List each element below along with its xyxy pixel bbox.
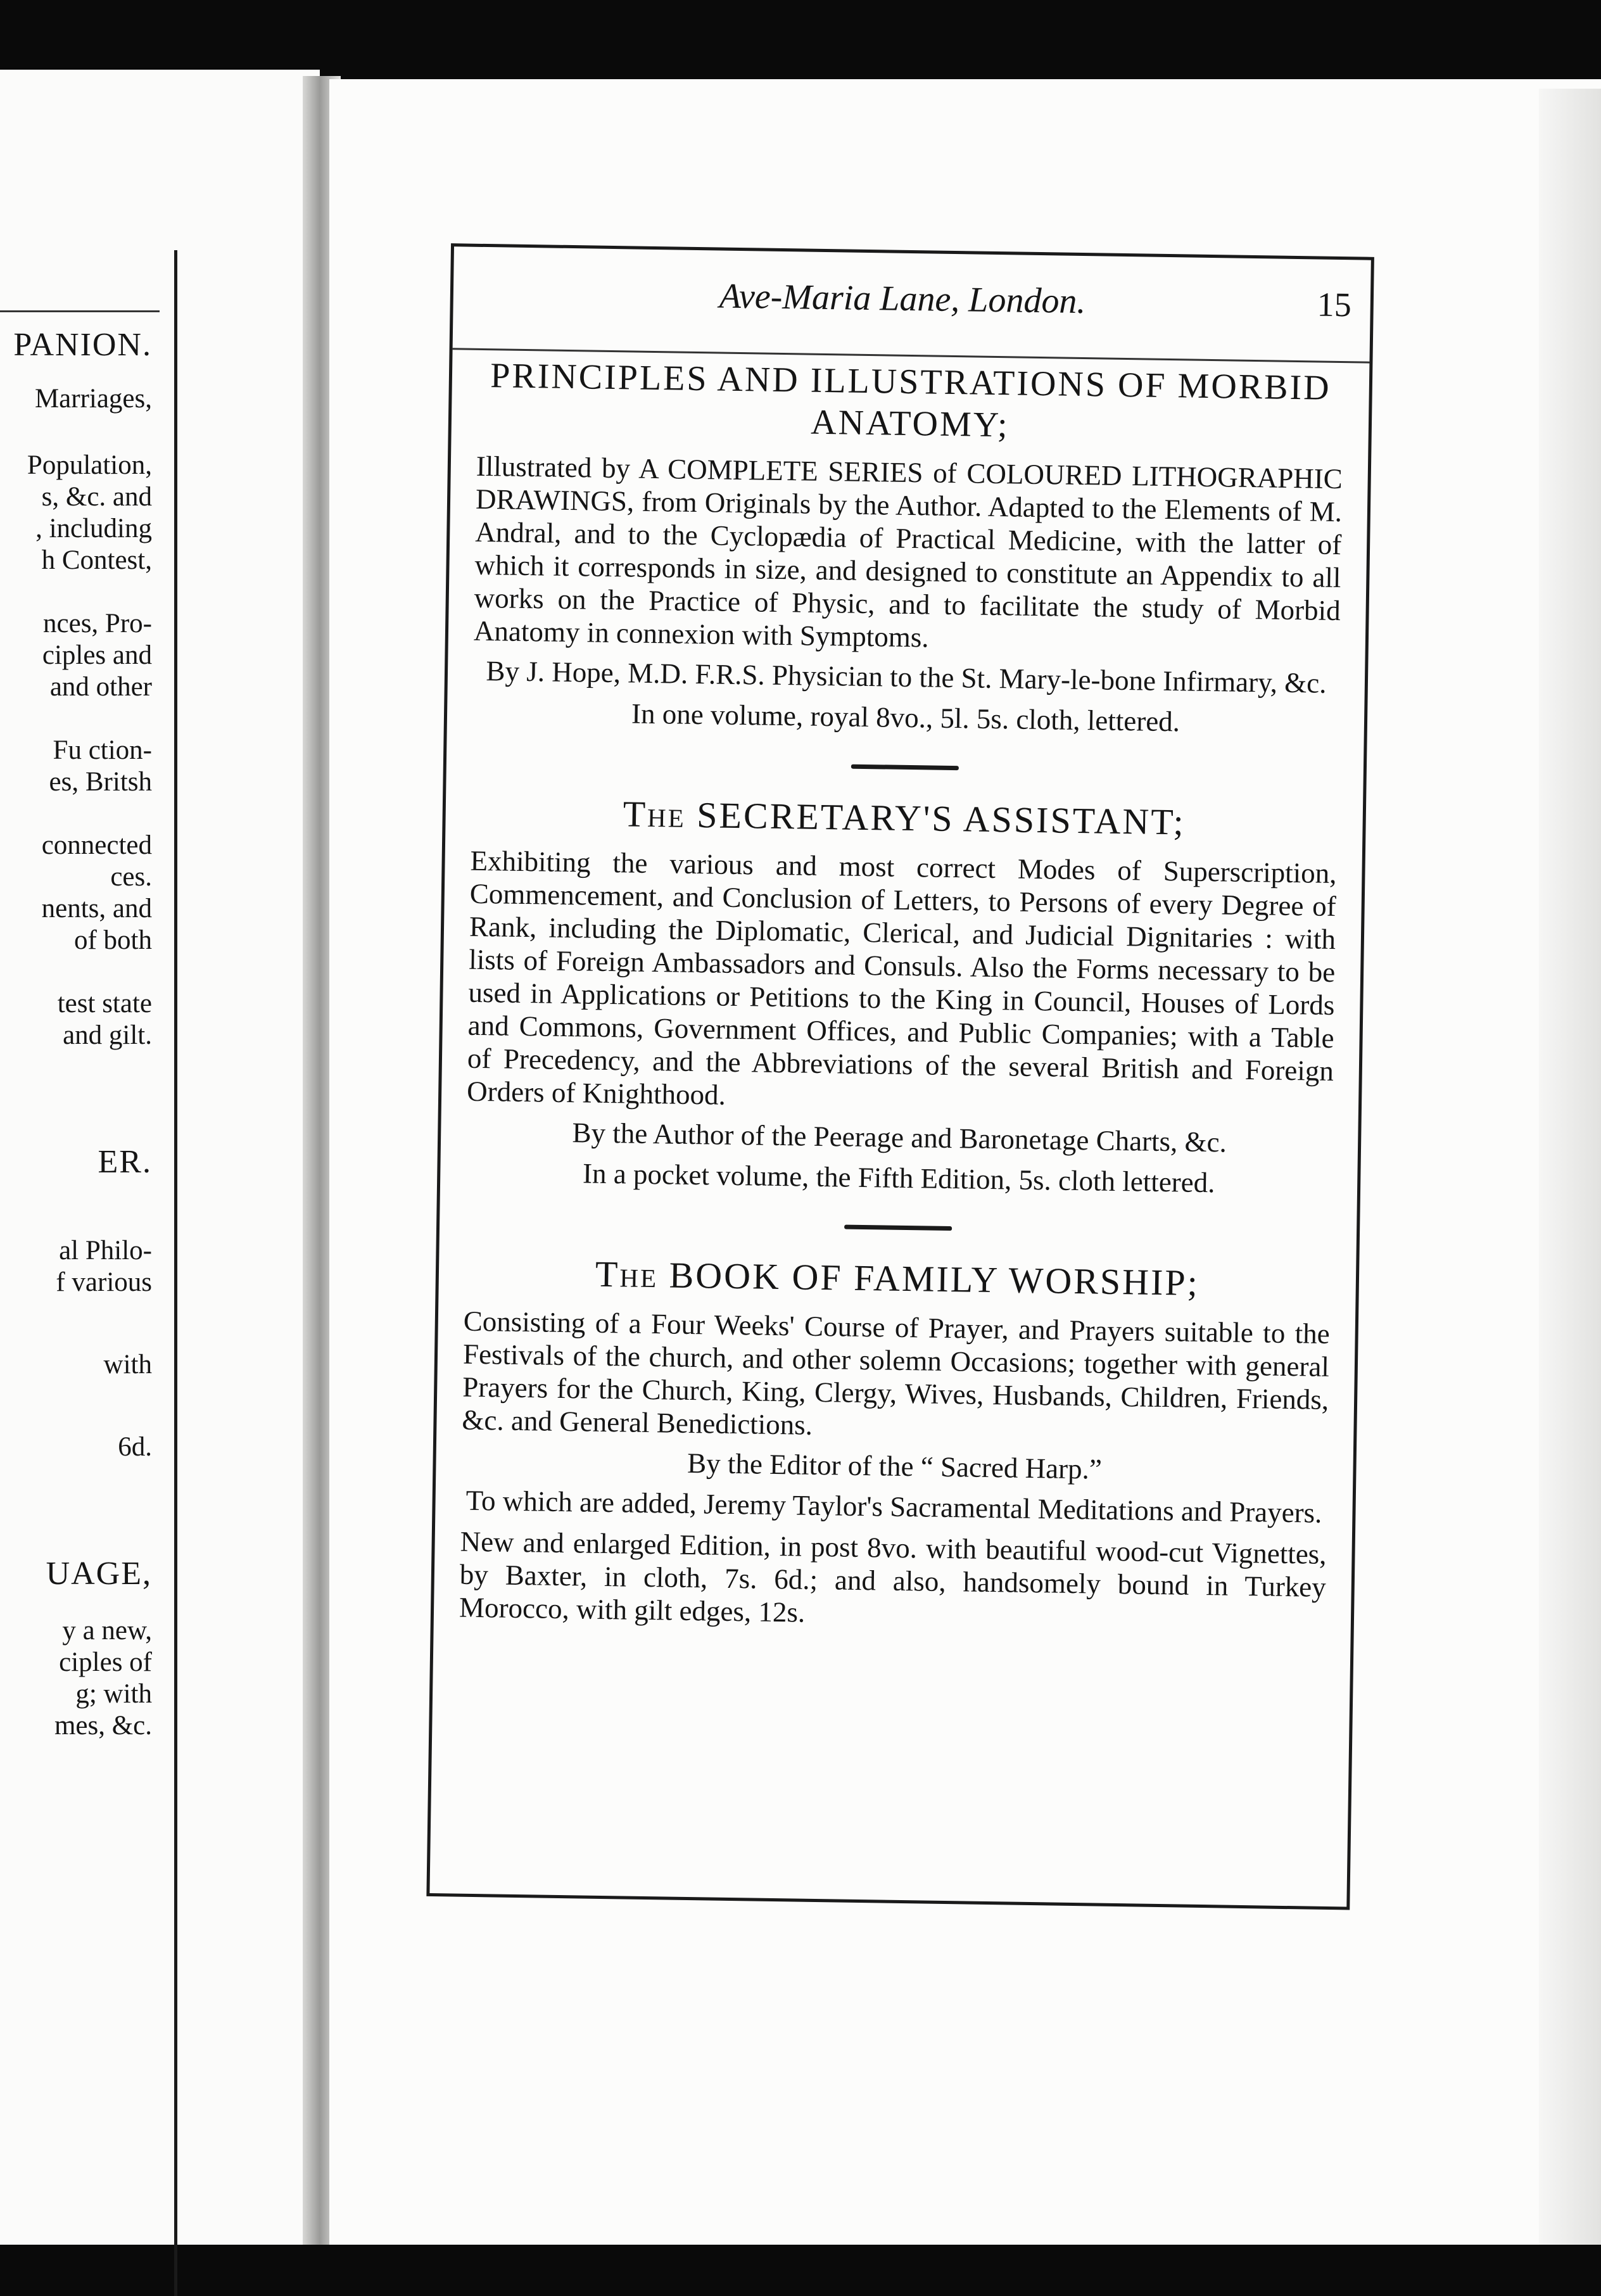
- left-page-line: nents, and: [41, 894, 152, 923]
- ad-description: Illustrated by A COMPLETE SERIES of COLOURED LITHOGRAPHIC DRAWINGS, from Originals by the Author. Adapted to the Elements of M. Andral, and to the Cyclopædia of Practical Medicine, with the latter of which it corresponds in size, and designed to constitute an Appendix to all works on the Practice of Physic, and to facilitate the study of Morbid Anatomy in connexion with Symptoms.: [473, 450, 1343, 654]
- left-page-line: mes, &c.: [54, 1711, 152, 1741]
- left-page-line: Population,: [27, 450, 152, 480]
- left-page-line: 6d.: [118, 1432, 152, 1462]
- left-page-line: nces, Pro-: [43, 609, 152, 638]
- ad-edition: In a pocket volume, the Fifth Edition, 5s. cloth lettered.: [582, 1157, 1215, 1199]
- left-page-line: ciples and: [42, 640, 152, 670]
- left-page-line: ciples of: [59, 1647, 152, 1677]
- advertisement-morbid-anatomy: [472, 355, 1345, 741]
- left-page-line: ces.: [110, 862, 152, 892]
- page-number: 15: [1317, 285, 1352, 324]
- left-page-line: es, Britsh: [49, 767, 152, 797]
- running-head: Ave-Maria Lane, London.: [719, 276, 1086, 322]
- left-page-line: UAGE,: [46, 1558, 152, 1590]
- left-page-line: PANION.: [13, 329, 152, 361]
- left-page-line: s, &c. and: [41, 482, 152, 512]
- ad-title: The SECRETARY'S ASSISTANT;: [623, 793, 1186, 843]
- left-page-line: connected: [41, 830, 152, 860]
- advertisement-secretarys-assistant: [465, 791, 1338, 1202]
- advertisement-family-worship: [459, 1252, 1331, 1637]
- section-divider: [851, 764, 959, 771]
- left-page-line: Marriages,: [34, 384, 152, 414]
- page-edge: [1539, 89, 1601, 2245]
- section-divider: [844, 1225, 952, 1231]
- ad-description: Consisting of a Four Weeks' Course of Prayer, and Prayers suitable to the Festivals of the church, and other solemn Occasions; together with general Prayers for the Church, King, Clergy, Wives, Husbands, Children, Friends, &c. and General Benedictions.: [462, 1305, 1331, 1441]
- left-page-line: of both: [73, 925, 152, 955]
- left-page-line: with: [103, 1350, 152, 1380]
- left-page-line: and gilt.: [63, 1020, 152, 1050]
- ad-author: By J. Hope, M.D. F.R.S. Physician to the St. Mary-le-bone Infirmary, &c.: [486, 655, 1327, 699]
- left-page-line: y a new,: [62, 1616, 152, 1646]
- ad-edition: New and enlarged Edition, in post 8vo. with beautiful wood-cut Vignettes, by Baxter, in cloth, 7s. 6d.; and also, handsomely bound in Turkey Morocco, with gilt edges, 12s.: [459, 1525, 1327, 1628]
- left-page-line: Fu ction-: [53, 735, 152, 765]
- left-page-rule: [0, 310, 160, 312]
- advertisements: [459, 342, 1345, 1666]
- ad-title: The BOOK OF FAMILY WORSHIP;: [595, 1253, 1200, 1303]
- left-page-line: f various: [56, 1267, 152, 1297]
- page-header: [453, 272, 1370, 342]
- left-page-line: h Contest,: [41, 545, 152, 575]
- left-page-line: and other: [49, 672, 152, 702]
- ad-author: By the Author of the Peerage and Baronetage Charts, &c.: [572, 1117, 1227, 1158]
- ad-addition: To which are added, Jeremy Taylor's Sacramental Meditations and Prayers.: [465, 1484, 1322, 1529]
- left-page-line: al Philo-: [59, 1236, 152, 1265]
- left-page-line: g; with: [75, 1679, 152, 1709]
- ad-description: Exhibiting the various and most correct Modes of Superscription, Commencement, and Conclusion of Letters, to Persons of every Degree of Rank, including the Diplomatic, Clerical, and Judicial Dignitaries : with lists of Foreign Ambassadors and Consuls. Also the Forms necessary to be used in Applications or Petitions to the King in Council, Houses of Lords and Commons, Government Offices, and Public Companies; with a Table of Precedency, and the Abbreviations of the several British and Foreign Orders of Knighthood.: [466, 844, 1337, 1111]
- left-page-line: , including: [35, 514, 152, 543]
- left-page-line: test state: [57, 989, 152, 1018]
- ad-author: By the Editor of the “ Sacred Harp.”: [687, 1447, 1103, 1485]
- advertisement-frame: [426, 243, 1374, 1910]
- ad-title: PRINCIPLES AND ILLUSTRATIONS OF MORBID ANATOMY;: [490, 356, 1332, 445]
- ad-edition: In one volume, royal 8vo., 5l. 5s. cloth, lettered.: [631, 697, 1180, 738]
- left-page-line: ER.: [98, 1146, 152, 1178]
